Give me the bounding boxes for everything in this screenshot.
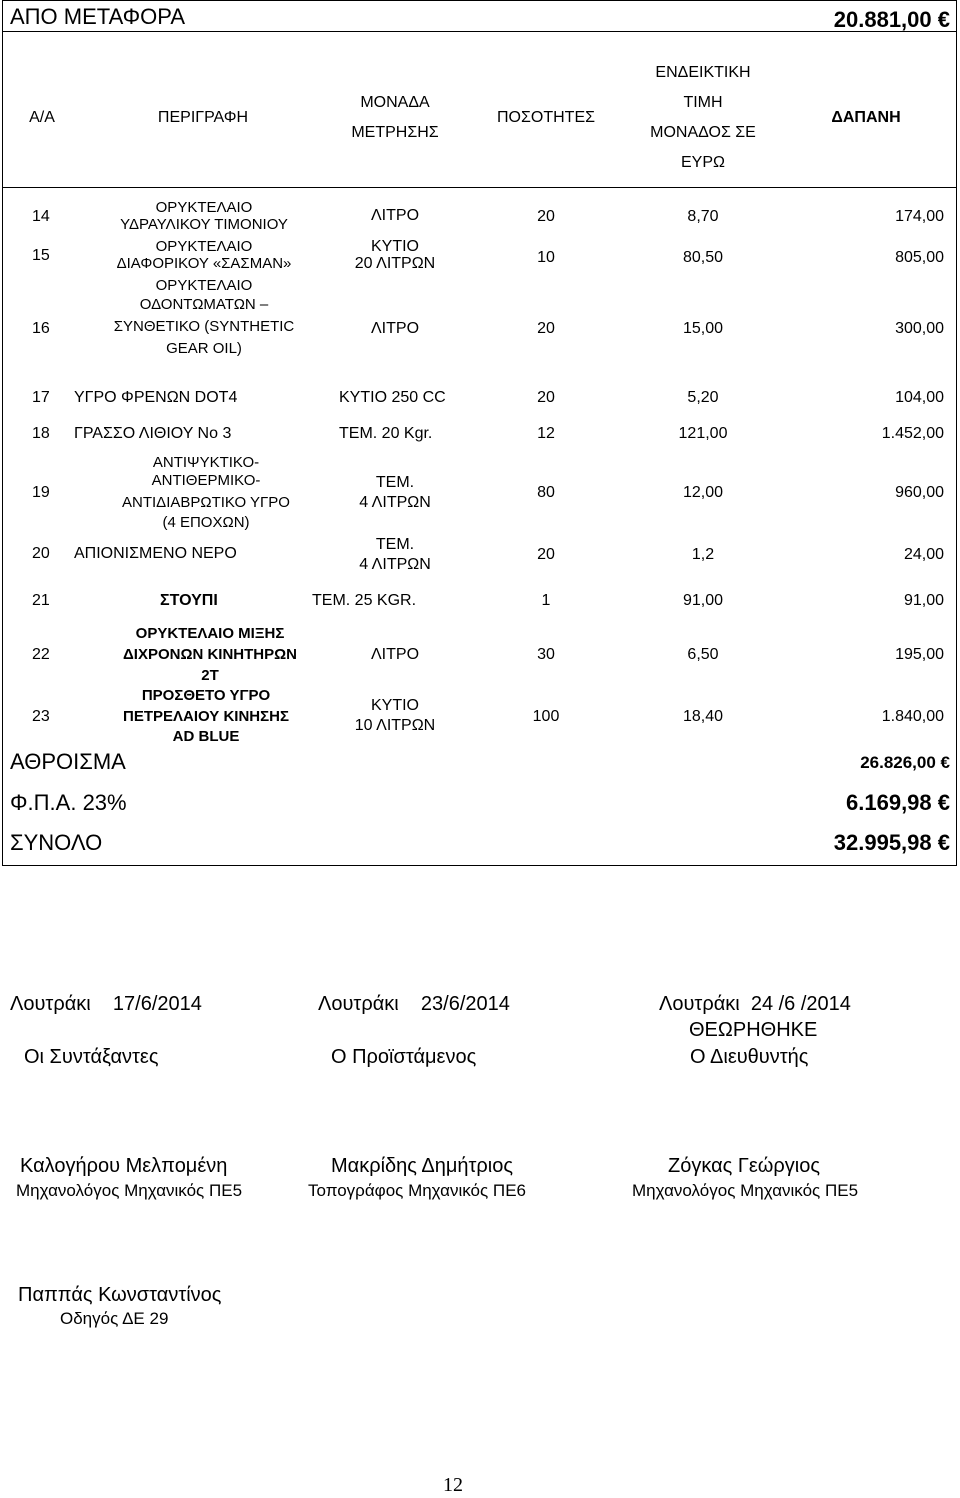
row-aa: 19 bbox=[32, 484, 50, 501]
col-header-cost: ΔΑΠΑΝΗ bbox=[831, 109, 901, 126]
row-desc-line: ΑΝΤΙΔΙΑΒΡΩΤΙΚΟ ΥΓΡΟ bbox=[122, 494, 290, 511]
row-cost: 300,00 bbox=[895, 320, 944, 337]
col-header-price-3: ΜΟΝΑΔΟΣ ΣΕ bbox=[650, 124, 756, 141]
row-price: 6,50 bbox=[687, 646, 719, 663]
col-header-unit-2: ΜΕΤΡΗΣΗΣ bbox=[351, 124, 439, 141]
page-title: ΑΠΟ ΜΕΤΑΦΟΡΑ bbox=[10, 4, 186, 29]
row-cost: 104,00 bbox=[895, 389, 944, 406]
row-unit: ΚΥΤΙΟ 250 CC bbox=[339, 389, 446, 406]
row-qty: 12 bbox=[537, 425, 555, 442]
signature-name: Ζόγκας Γεώργιος bbox=[668, 1155, 820, 1177]
row-desc: ΓΡΑΣΣΟ ΛΙΘΙΟΥ Νο 3 bbox=[74, 425, 232, 442]
row-desc-line: ΣΥΝΘΕΤΙΚΟ (SYNTHETIC bbox=[113, 318, 295, 335]
row-unit-line: ΤΕΜ. bbox=[375, 474, 415, 491]
row-qty: 20 bbox=[537, 389, 555, 406]
header-divider bbox=[3, 31, 956, 32]
row-unit: ΛΙΤΡΟ bbox=[370, 320, 420, 337]
carry-amount: 20.881,00 € bbox=[833, 7, 950, 32]
row-desc-line: ΔΙΧΡΟΝΩΝ ΚΙΝΗΤΗΡΩΝ bbox=[122, 646, 298, 663]
row-unit-line: ΚΥΤΙΟ bbox=[370, 697, 420, 714]
row-price: 121,00 bbox=[678, 425, 728, 442]
row-desc-line: ΠΕΤΡΕΛΑΙΟΥ ΚΙΝΗΣΗΣ bbox=[123, 708, 289, 725]
row-desc-line: ΠΡΟΣΘΕΤΟ ΥΓΡΟ bbox=[141, 687, 271, 704]
row-desc-line: ΥΔΡΑΥΛΙΚΟΥ ΤΙΜΟΝΙΟΥ bbox=[120, 216, 288, 233]
row-qty: 20 bbox=[537, 546, 555, 563]
row-qty: 10 bbox=[537, 249, 555, 266]
signature-title: Μηχανολόγος Μηχανικός ΠΕ5 bbox=[632, 1181, 859, 1200]
sum-label: ΑΘΡΟΙΣΜΑ bbox=[10, 749, 126, 774]
sum-value: 26.826,00 € bbox=[860, 753, 950, 772]
column-header-divider bbox=[3, 187, 956, 188]
row-desc-line: ΟΡΥΚΤΕΛΑΙΟ bbox=[155, 238, 253, 255]
row-cost: 805,00 bbox=[895, 249, 944, 266]
vat-label: Φ.Π.Α. 23% bbox=[10, 790, 127, 815]
row-price: 5,20 bbox=[687, 389, 719, 406]
row-cost: 960,00 bbox=[895, 484, 944, 501]
col-header-unit-1: ΜΟΝΑΔΑ bbox=[360, 94, 430, 111]
row-price: 15,00 bbox=[682, 320, 724, 337]
row-cost: 91,00 bbox=[903, 592, 944, 609]
row-desc-line: (4 ΕΠΟΧΩΝ) bbox=[162, 514, 250, 531]
row-price: 8,70 bbox=[687, 208, 719, 225]
row-aa: 15 bbox=[32, 247, 50, 264]
row-qty: 1 bbox=[541, 592, 551, 609]
row-desc-line: GEAR OIL) bbox=[166, 340, 242, 357]
row-desc: ΣΤΟΥΠΙ bbox=[160, 592, 218, 609]
row-qty: 20 bbox=[537, 208, 555, 225]
row-qty: 20 bbox=[537, 320, 555, 337]
col-header-price-4: ΕΥΡΩ bbox=[681, 154, 725, 171]
col-header-price-1: ΕΝΔΕΙΚΤΙΚΗ bbox=[655, 64, 751, 81]
row-aa: 17 bbox=[32, 389, 50, 406]
signature-date: Λουτράκι 17/6/2014 bbox=[10, 993, 202, 1015]
row-price: 12,00 bbox=[682, 484, 724, 501]
col-header-price-2: ΤΙΜΗ bbox=[683, 94, 723, 111]
row-unit: ΛΙΤΡΟ bbox=[370, 207, 420, 224]
row-cost: 174,00 bbox=[895, 208, 944, 225]
row-cost: 195,00 bbox=[895, 646, 944, 663]
row-unit-line: 4 ΛΙΤΡΩΝ bbox=[359, 494, 431, 511]
row-price: 1,2 bbox=[691, 546, 715, 563]
row-price: 80,50 bbox=[682, 249, 724, 266]
signature-name: Καλογήρου Μελπομένη bbox=[20, 1155, 228, 1177]
row-desc-line: 2Τ bbox=[201, 667, 219, 684]
signature-name: Παππάς Κωνσταντίνος bbox=[18, 1284, 222, 1306]
row-aa: 21 bbox=[32, 592, 50, 609]
row-desc-line: ΔΙΑΦΟΡΙΚΟΥ «ΣΑΣΜΑΝ» bbox=[116, 255, 292, 272]
row-desc: ΑΠΙΟΝΙΣΜΕΝΟ ΝΕΡΟ bbox=[74, 545, 237, 562]
row-desc-line: ΑΝΤΙΘΕΡΜΙΚΟ- bbox=[151, 472, 261, 489]
row-unit-line: 10 ΛΙΤΡΩΝ bbox=[354, 717, 436, 734]
col-header-aa: Α/Α bbox=[29, 109, 55, 126]
row-desc-line: ΑΝΤΙΨΥΚΤΙΚΟ- bbox=[152, 454, 260, 471]
signature-seen: ΘΕΩΡΗΘΗΚΕ bbox=[689, 1019, 818, 1041]
row-price: 18,40 bbox=[682, 708, 724, 725]
row-qty: 100 bbox=[532, 708, 560, 725]
col-header-desc: ΠΕΡΙΓΡΑΦΗ bbox=[157, 109, 249, 126]
signature-title: Οδηγός ΔΕ 29 bbox=[60, 1309, 169, 1328]
signature-date: Λουτράκι 23/6/2014 bbox=[318, 993, 510, 1015]
row-cost: 1.840,00 bbox=[881, 708, 944, 725]
signature-role: Ο Προϊστάμενος bbox=[331, 1046, 477, 1068]
row-cost: 24,00 bbox=[903, 546, 944, 563]
row-aa: 18 bbox=[32, 425, 50, 442]
row-unit-line: ΤΕΜ. bbox=[375, 536, 415, 553]
row-aa: 20 bbox=[32, 545, 50, 562]
row-price: 91,00 bbox=[682, 592, 724, 609]
row-desc: ΥΓΡΟ ΦΡΕΝΩΝ DOT4 bbox=[74, 389, 238, 406]
signature-role: Ο Διευθυντής bbox=[690, 1046, 809, 1068]
signature-title: Τοπογράφος Μηχανικός ΠΕ6 bbox=[308, 1181, 526, 1200]
total-label: ΣΥΝΟΛΟ bbox=[10, 830, 103, 855]
row-desc-line: ΟΡΥΚΤΕΛΑΙΟ ΜΙΞΗΣ bbox=[135, 625, 285, 642]
row-desc-line: ΟΡΥΚΤΕΛΑΙΟ bbox=[155, 277, 253, 294]
signature-role: Οι Συντάξαντες bbox=[24, 1046, 159, 1068]
page-number: 12 bbox=[443, 1474, 463, 1496]
row-unit: ΤΕΜ. 25 KGR. bbox=[312, 592, 417, 609]
row-qty: 30 bbox=[537, 646, 555, 663]
vat-value: 6.169,98 € bbox=[846, 790, 950, 815]
signature-title: Μηχανολόγος Μηχανικός ΠΕ5 bbox=[16, 1181, 243, 1200]
row-cost: 1.452,00 bbox=[881, 425, 944, 442]
row-unit-line: 4 ΛΙΤΡΩΝ bbox=[359, 556, 431, 573]
row-aa: 23 bbox=[32, 708, 50, 725]
row-desc-line: AD BLUE bbox=[172, 728, 240, 745]
row-unit-line: ΚΥΤΙΟ bbox=[370, 238, 420, 255]
row-unit: ΛΙΤΡΟ bbox=[370, 646, 420, 663]
row-aa: 22 bbox=[32, 646, 50, 663]
row-qty: 80 bbox=[537, 484, 555, 501]
signature-date: Λουτράκι 24 /6 /2014 bbox=[659, 993, 851, 1015]
signature-name: Μακρίδης Δημήτριος bbox=[331, 1155, 514, 1177]
row-unit-line: 20 ΛΙΤΡΩΝ bbox=[354, 255, 436, 272]
row-unit: ΤΕΜ. 20 Kgr. bbox=[339, 425, 433, 442]
row-aa: 16 bbox=[32, 320, 50, 337]
row-aa: 14 bbox=[32, 208, 50, 225]
col-header-qty: ΠΟΣΟΤΗΤΕΣ bbox=[497, 109, 595, 126]
row-desc-line: ΟΡΥΚΤΕΛΑΙΟ bbox=[155, 199, 253, 216]
row-desc-line: ΟΔΟΝΤΩΜΑΤΩΝ – bbox=[139, 296, 269, 313]
total-value: 32.995,98 € bbox=[833, 830, 950, 855]
